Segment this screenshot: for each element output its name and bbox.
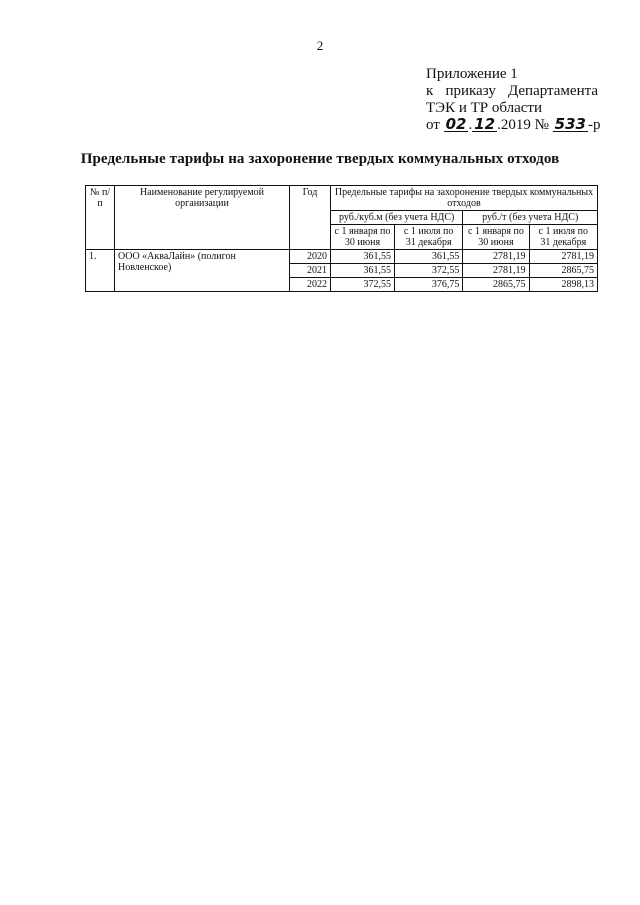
page-number: 2 — [316, 38, 324, 53]
org-name: ООО «АкваЛайн» (полигон Новленское) — [115, 250, 290, 292]
row-value: 361,55 — [331, 264, 395, 278]
org-number: 1. — [86, 250, 115, 292]
row-value: 2781,19 — [463, 264, 529, 278]
row-value: 372,55 — [331, 278, 395, 292]
row-value: 2865,75 — [463, 278, 529, 292]
header-unit-ton: руб./т (без учета НДС) — [463, 211, 598, 225]
appendix-title: Приложение 1 — [426, 66, 518, 82]
appendix-date-line: от 02 . 12 .2019 № 533 -р — [426, 115, 601, 133]
appendix-order-ref — [426, 83, 598, 100]
row-year: 2022 — [290, 278, 331, 292]
header-org: Наименование регулируемой организации — [115, 186, 290, 250]
header-year: Год — [290, 186, 331, 250]
handwritten-day: 02 — [445, 115, 467, 133]
tariff-table — [85, 185, 598, 292]
appendix-authority: ТЭК и ТР области — [426, 100, 542, 116]
appendix-k: к — [426, 83, 434, 99]
appendix-from: от — [426, 117, 440, 133]
header-period-3: с 1 января по 30 июня — [463, 225, 529, 250]
header-num: № п/п — [86, 186, 115, 250]
table-row — [86, 250, 598, 264]
header-unit-cubic: руб./куб.м (без учета НДС) — [331, 211, 463, 225]
row-value: 2781,19 — [463, 250, 529, 264]
header-period-1: с 1 января по 30 июня — [331, 225, 395, 250]
row-value: 361,55 — [394, 250, 462, 264]
row-value: 2781,19 — [529, 250, 597, 264]
row-value: 372,55 — [394, 264, 462, 278]
appendix-prikazu: приказу — [445, 83, 496, 99]
row-value: 2865,75 — [529, 264, 597, 278]
header-period-2: с 1 июля по 31 декабря — [394, 225, 462, 250]
header-tariffs: Предельные тарифы на захоронение твердых коммунальных отходов — [331, 186, 598, 211]
appendix-year-no: .2019 № — [497, 117, 549, 133]
row-year: 2021 — [290, 264, 331, 278]
order-suffix: -р — [587, 117, 601, 133]
row-value: 361,55 — [331, 250, 395, 264]
header-period-4: с 1 июля по 31 декабря — [529, 225, 597, 250]
row-year: 2020 — [290, 250, 331, 264]
handwritten-month: 12 — [474, 115, 496, 133]
document-title: Предельные тарифы на захоронение твердых коммунальных отходов — [80, 151, 560, 167]
handwritten-order-number: 533 — [554, 115, 586, 133]
appendix-department: Департамента — [507, 83, 598, 99]
row-value: 2898,13 — [529, 278, 597, 292]
row-value: 376,75 — [394, 278, 462, 292]
appendix-block — [426, 66, 626, 134]
